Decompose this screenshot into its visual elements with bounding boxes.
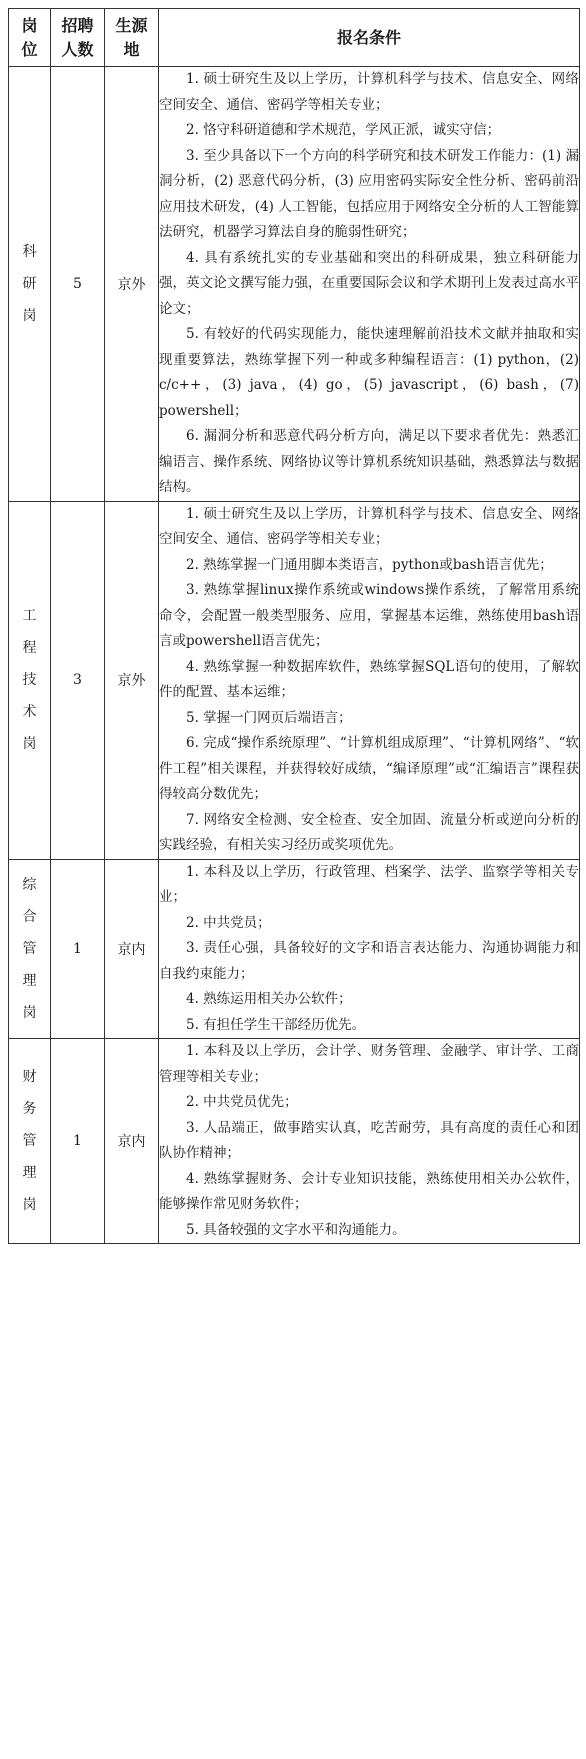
header-position-line2: 位 — [21, 39, 38, 59]
requirement-item: 1. 本科及以上学历，行政管理、档案学、法学、监察学等相关专业； — [159, 863, 579, 905]
position-char: 岗 — [22, 1197, 37, 1213]
source-cell: 京外 — [105, 67, 159, 502]
header-source-line2: 地 — [123, 39, 140, 59]
source-cell: 京外 — [105, 501, 159, 859]
table-row — [9, 859, 580, 1039]
requirement-item: 5. 具备较强的文字水平和沟通能力。 — [186, 1221, 406, 1238]
position-cell — [9, 67, 51, 502]
header-count-line1: 招聘 — [61, 15, 94, 35]
requirement-item: 2. 中共党员； — [186, 914, 271, 931]
recruitment-table — [8, 8, 580, 1244]
requirement-item: 7. 网络安全检测、安全检查、安全加固、流量分析或逆向分析的实践经验，有相关实习经历或奖项优先。 — [159, 811, 579, 853]
position-char: 岗 — [22, 307, 37, 324]
header-count-line2: 人数 — [61, 39, 94, 59]
source-cell: 京内 — [105, 859, 159, 1039]
position-char: 岗 — [22, 736, 37, 752]
requirement-item: 5. 掌握一门网页后端语言； — [186, 709, 352, 726]
count-cell: 1 — [51, 859, 105, 1039]
position-char: 技 — [22, 672, 37, 688]
position-char: 研 — [22, 275, 37, 292]
requirements-cell — [159, 501, 580, 859]
count-cell: 5 — [51, 67, 105, 502]
requirement-item: 3. 至少具备以下一个方向的科学研究和技术研发工作能力：(1) 漏洞分析，(2) 恶意代码分析，(3) 应用密码实际安全性分析、密码前沿应用技术研发，(4) 人工智能，包括应用于网络安全分析的人工智能算法研究，机器学习算法自身的脆弱性研究； — [159, 147, 579, 240]
source-cell: 京内 — [105, 1039, 159, 1244]
position-char: 岗 — [22, 1004, 37, 1021]
requirements-cell — [159, 1039, 580, 1244]
requirement-item: 3. 熟练掌握linux操作系统或windows操作系统，了解常用系统命令，会配置一般类型服务、应用，掌握基本运维，熟练使用bash语言或powershell语言优先； — [159, 582, 579, 649]
requirement-item: 2. 恪守科研道德和学术规范，学风正派，诚实守信； — [186, 122, 501, 138]
requirement-item: 3. 责任心强，具备较好的文字和语言表达能力、沟通协调能力和自我约束能力； — [159, 940, 579, 982]
position-char: 工 — [22, 608, 37, 624]
requirement-item: 1. 硕士研究生及以上学历，计算机科学与技术、信息安全、网络空间安全、通信、密码学等相关专业； — [159, 505, 579, 547]
requirement-item: 5. 有较好的代码实现能力，能快速理解前沿技术文献并抽取和实现重要算法，熟练掌握下列一种或多种编程语言：(1) python，(2) c/c++，(3) java，(4) go，(5) javascript，(6) bash，(7) powershell； — [159, 326, 579, 419]
position-char: 术 — [22, 704, 37, 720]
table-header-row — [9, 9, 580, 67]
position-char: 管 — [22, 940, 37, 957]
header-position-line1: 岗 — [21, 15, 38, 35]
requirement-item: 4. 熟练掌握一种数据库软件，熟练掌握SQL语句的使用，了解软件的配置、基本运维； — [159, 658, 579, 700]
position-char: 程 — [22, 640, 37, 656]
requirement-item: 1. 本科及以上学历，会计学、财务管理、金融学、审计学、工商管理等相关专业； — [159, 1043, 579, 1085]
position-cell — [9, 1039, 51, 1244]
position-cell — [9, 501, 51, 859]
requirement-item: 2. 中共党员优先； — [186, 1094, 298, 1110]
header-position — [9, 9, 51, 67]
position-char: 管 — [22, 1133, 37, 1149]
header-source-line1: 生源 — [115, 15, 148, 35]
position-cell — [9, 859, 51, 1039]
requirement-item: 4. 具有系统扎实的专业基础和突出的科研成果，独立科研能力强，英文论文撰写能力强，在重要国际会议和学术期刊上发表过高水平论文； — [159, 249, 579, 317]
requirement-item: 5. 有担任学生干部经历优先。 — [186, 1016, 366, 1033]
requirement-item: 6. 漏洞分析和恶意代码分析方向，满足以下要求者优先：熟悉汇编语言、操作系统、网络协议等计算机系统知识基础，熟悉算法与数据结构。 — [159, 428, 579, 495]
position-char: 理 — [22, 972, 37, 989]
table-row — [9, 501, 580, 859]
position-char: 理 — [22, 1165, 37, 1181]
requirement-item: 1. 硕士研究生及以上学历，计算机科学与技术、信息安全、网络空间安全、通信、密码学等相关专业； — [159, 71, 579, 113]
requirement-item: 6. 完成“操作系统原理”、“计算机组成原理”、“计算机网络”、“软件工程”相关课程，并获得较好成绩，“编译原理”或“汇编语言”课程获得较高分数优先； — [159, 735, 579, 802]
position-char: 财 — [22, 1069, 37, 1085]
position-char: 务 — [22, 1101, 37, 1117]
header-count — [51, 9, 105, 67]
table-row — [9, 1039, 580, 1244]
requirement-item: 2. 熟练掌握一门通用脚本类语言，python或bash语言优先； — [186, 556, 553, 573]
table-row — [9, 67, 580, 502]
header-source — [105, 9, 159, 67]
count-cell: 1 — [51, 1039, 105, 1244]
position-char: 合 — [22, 908, 37, 925]
count-cell: 3 — [51, 501, 105, 859]
requirements-cell — [159, 67, 580, 502]
requirements-cell — [159, 859, 580, 1039]
requirement-item: 4. 熟练掌握财务、会计专业知识技能，熟练使用相关办公软件，能够操作常见财务软件； — [159, 1170, 579, 1212]
requirement-item: 3. 人品端正，做事踏实认真，吃苦耐劳，具有高度的责任心和团队协作精神； — [159, 1119, 579, 1161]
position-char: 综 — [22, 876, 37, 893]
header-requirements: 报名条件 — [159, 9, 580, 67]
position-char: 科 — [22, 243, 37, 260]
requirement-item: 4. 熟练运用相关办公软件； — [186, 991, 352, 1007]
